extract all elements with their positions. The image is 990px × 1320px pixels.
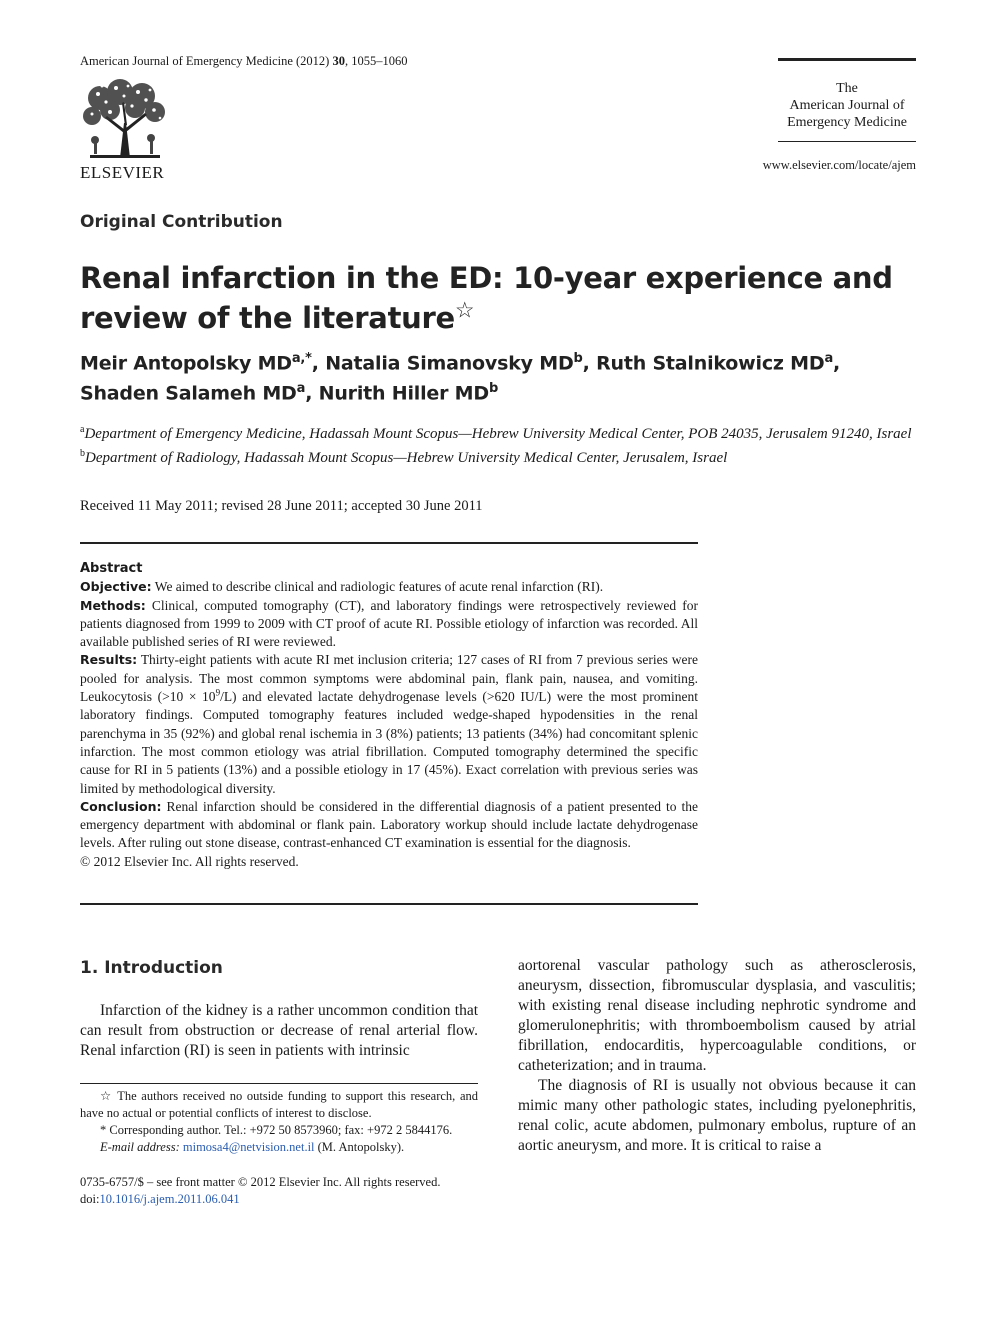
journal-url-link[interactable]: www.elsevier.com/locate/ajem: [762, 158, 916, 172]
author-affiliation-marker[interactable]: b: [573, 351, 583, 366]
publisher-name: ELSEVIER: [80, 163, 165, 182]
author-affiliation-marker[interactable]: a,*: [291, 351, 312, 366]
email-link[interactable]: mimosa4@netvision.net.il: [182, 1140, 315, 1154]
intro-left-paragraph: Infarction of the kidney is a rather uncommon condition that can result from obstruction or decrease of renal arterial flow. Renal infarction (RI) is seen in patients with intrinsic: [80, 1002, 478, 1060]
footnote-star-icon: ☆: [100, 1089, 113, 1103]
article-title: Renal infarction in the ED: 10-year experience and review of the literature☆: [80, 261, 893, 335]
journal-rule-top: [778, 58, 916, 61]
author-affiliation-marker[interactable]: a: [296, 381, 306, 397]
abstract-methods: Methods: Clinical, computed tomography (CT), and laboratory findings were retrospectively reviewed for patients diagnosed from 1999 to 2009 with CT proof of acute RI. Possible etiology of infarction was recorded. All available published series of RI were reviewed.: [80, 597, 698, 650]
author-affiliation-marker[interactable]: a: [824, 351, 834, 366]
author-name: Nurith Hiller MD: [318, 382, 489, 405]
journal-citation: American Journal of Emergency Medicine (2012) 30, 1055–1060: [80, 54, 408, 68]
doi-link[interactable]: 10.1016/j.ajem.2011.06.041: [99, 1192, 240, 1206]
author-name: Meir Antopolsky MD: [80, 352, 292, 375]
front-matter: 0735-6757/$ – see front matter © 2012 Elsevier Inc. All rights reserved. doi:10.1016/j.ajem.2011.06.041: [80, 1175, 441, 1206]
author-name: Shaden Salameh MD: [80, 382, 297, 405]
affiliations: [80, 420, 920, 468]
abstract-conclusion: Conclusion: Renal infarction should be considered in the differential diagnosis of a patient presented to the emergency department with abdominal or flank pain. Laboratory workup should include lactate dehydrogenase levels. After ruling out stone disease, contrast-enhanced CT examination is essential for the diagnosis.: [80, 798, 698, 851]
intro-right-paragraph-2: The diagnosis of RI is usually not obvious because it can mimic many other pathologic states, including pyelonephritis, renal colic, acute abdomen, pulmonary embolus, rupture of an aortic aneurysm, and more. It is critical to raise a: [518, 1077, 916, 1154]
author-name: Ruth Stalnikowicz MD: [596, 352, 825, 375]
abstract-rule-bottom: [80, 903, 698, 905]
author-name: Natalia Simanovsky MD: [325, 352, 574, 375]
footnote-rule: [80, 1083, 478, 1084]
article-dates: Received 11 May 2011; revised 28 June 2011; accepted 30 June 2011: [80, 498, 483, 514]
intro-right-column: [518, 956, 916, 1156]
abstract-rule-top: [80, 542, 698, 544]
intro-heading: 1. Introduction: [80, 958, 223, 978]
affiliation-b: $^b$Department of Radiology, Hadassah Mount Scopus—Hebrew University Medical Center, Jerusalem, Israel: [80, 448, 728, 466]
abstract-objective: Objective: We aimed to describe clinical and radiologic features of acute renal infarction (RI).: [80, 579, 604, 595]
footnotes: ☆ The authors received no outside funding to support this research, and have no actual or potential conflicts of interest to disclose. * Corresponding author. Tel.: +972 50 8573960; fax: +972 2 5844176. E-mail address: mimosa4@netvision.net.il (M. Antopolsky).: [80, 1089, 478, 1154]
abstract-heading: Abstract: [80, 561, 143, 576]
author-list: Meir Antopolsky $MD^{a,*}$, Natalia Simanovsky $MD^b$, Ruth Stalnikowicz $MD^a$, Shaden Salameh $MD^a$, Nurith Hiller $MD^b$: [80, 351, 841, 405]
journal-name: The American Journal of Emergency Medicine: [787, 81, 907, 130]
journal-rule-bottom: [778, 141, 916, 142]
abstract: [80, 560, 698, 871]
section-type: Original Contribution: [80, 212, 283, 232]
title-footnote-star-icon[interactable]: ☆: [454, 298, 475, 324]
intro-right-paragraph-1: aortorenal vascular pathology such as atherosclerosis, aneurysm, dissection, fibromuscular dysplasia, and vasculitis; with existing renal disease including nephrotic syndrome and glomerulonephritis; with thromboembolism caused by atrial fibrillation, endocarditis, hypercoagulable conditions, or catheterization; and in trauma.: [518, 957, 916, 1074]
affiliation-a: $^a$Department of Emergency Medicine, Hadassah Mount Scopus—Hebrew University Medical Center, POB 24035, Jerusalem 91240, Israel: [80, 424, 912, 442]
author-affiliation-marker[interactable]: b: [488, 381, 499, 397]
abstract-results: Results: Thirty-eight patients with acute RI met inclusion criteria; 127 cases of RI from 7 previous series were pooled for analysis. The most common symptoms were abdominal pain, flank pain, nausea, and vomiting. Leukocytosis $(>10 \times 10^9/L)$ and elevated lactate dehydrogenase levels (>620 IU/L) were the most prominent laboratory findings. Computed tomography features included wedge-shaped hypodensities in the renal parenchyma in 35 (92%) and global renal ischemia in 3 (8%) patients; 13 patients (34%) had concomitant splenic infarction. The most common etiology was atrial fibrillation. Computed tomography determined the specific cause for RI in 5 patients (13%) and a possible etiology in 17 (45%). Exact correlation with previous series was limited by methodological diversity.: [80, 652, 698, 796]
abstract-copyright: © 2012 Elsevier Inc. All rights reserved.: [80, 853, 299, 869]
